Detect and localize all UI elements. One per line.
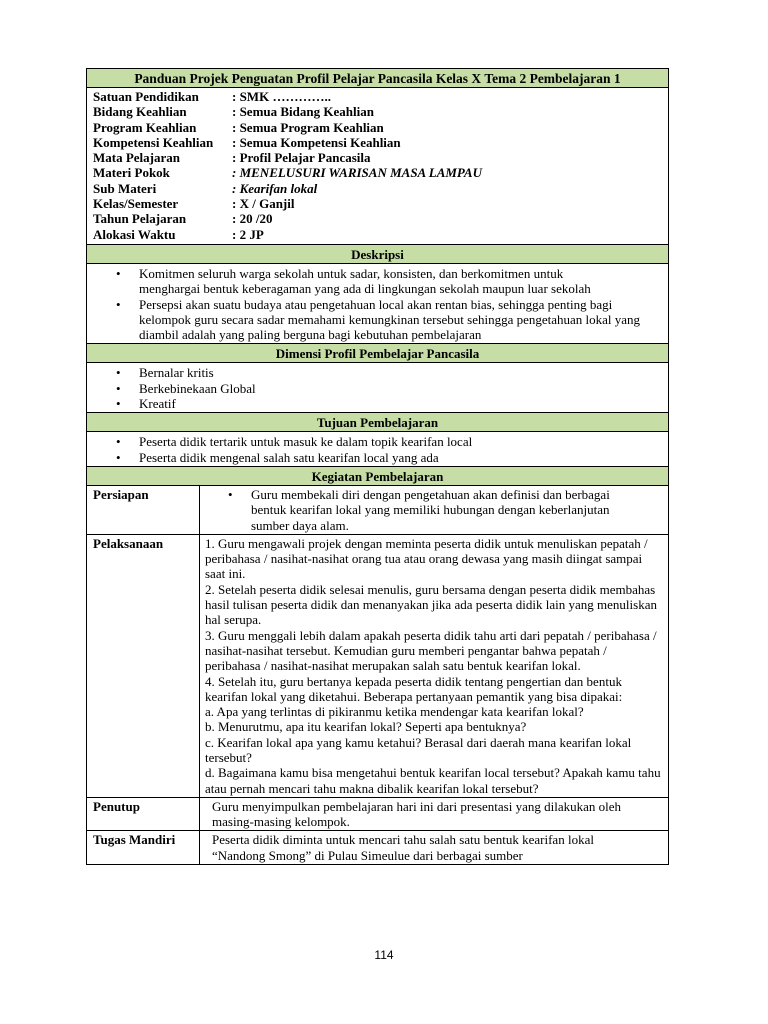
lesson-plan-table bbox=[86, 68, 669, 865]
deskripsi-item: • Komitmen seluruh warga sekolah untuk sadar, konsisten, dan berkomitmen untuk menghargai bentuk keberagaman yang ada di lingkungan sekolah maupun luar sekolah bbox=[139, 266, 662, 297]
info-row-bidang bbox=[93, 104, 662, 119]
pelaksanaan-step: 4. Setelah itu, guru bertanya kepada peserta didik tentang pengertian dan bentuk kearifan lokal yang diketahui. Beberapa pertanyaan pemantik yang bisa dipakai: bbox=[205, 673, 623, 704]
deskripsi-item: • Persepsi akan suatu budaya atau pengetahuan local akan rentan bias, sehingga penting bagi kelompok guru secara sadar memahami kemungkinan tersebut sehingga pengetahuan lokal yang diambil adalah yang paling berguna bagi kebutuhan pembelajaran bbox=[139, 297, 662, 343]
info-label: Materi Pokok bbox=[93, 165, 170, 181]
info-value: : 20 /20 bbox=[232, 211, 273, 227]
persiapan-content bbox=[200, 485, 669, 534]
tujuan-header: Tujuan Pembelajaran bbox=[87, 413, 669, 432]
page-number: 114 bbox=[374, 948, 394, 962]
tujuan-item: • Peserta didik mengenal salah satu kearifan local yang ada bbox=[139, 450, 662, 465]
dimensi-item: • Kreatif bbox=[139, 396, 662, 411]
info-label: Bidang Keahlian bbox=[93, 104, 187, 120]
info-label: Tahun Pelajaran bbox=[93, 211, 187, 227]
dimensi-item: • Bernalar kritis bbox=[139, 365, 662, 380]
pelaksanaan-step: 2. Setelah peserta didik selesai menulis, guru bersama dengan peserta didik membahas hasil tulisan peserta didik dan menanyakan jika ada peserta didik lain yang menuliskan hal serupa. bbox=[205, 581, 657, 628]
info-label: Satuan Pendidikan bbox=[93, 89, 199, 104]
info-row-sub-materi bbox=[93, 181, 662, 196]
pelaksanaan-question: b. Menurutmu, apa itu kearifan lokal? Seperti apa bentuknya? bbox=[205, 719, 527, 735]
info-value: : Profil Pelajar Pancasila bbox=[232, 150, 371, 166]
info-label: Kelas/Semester bbox=[93, 196, 179, 212]
info-row-materi-pokok bbox=[93, 165, 662, 180]
dimensi-item: • Berkebinekaan Global bbox=[139, 381, 662, 396]
info-row-satuan bbox=[93, 89, 662, 104]
info-value: : Semua Program Keahlian bbox=[232, 119, 384, 135]
pelaksanaan-question: c. Kearifan lokal apa yang kamu ketahui? Berasal dari daerah mana kearifan lokal tersebut? bbox=[205, 734, 632, 765]
persiapan-label: Persiapan bbox=[87, 485, 200, 534]
pelaksanaan-step: 1. Guru mengawali projek dengan meminta peserta didik untuk menuliskan pepatah / peribahasa / nasihat-nasihat orang tua atau orang dewasa yang masih diingat sampai saat ini. bbox=[205, 535, 648, 582]
info-value: : SMK ………….. bbox=[232, 89, 331, 104]
info-label: Kompetensi Keahlian bbox=[93, 134, 214, 150]
info-value: : Semua Bidang Keahlian bbox=[232, 104, 374, 120]
tujuan-body bbox=[87, 432, 669, 467]
info-row-program bbox=[93, 120, 662, 135]
document-title: Panduan Projek Penguatan Profil Pelajar Pancasila Kelas X Tema 2 Pembelajaran 1 bbox=[87, 69, 669, 88]
info-label: Program Keahlian bbox=[93, 119, 197, 135]
pelaksanaan-label: Pelaksanaan bbox=[87, 534, 200, 797]
info-value: : Semua Kompetensi Keahlian bbox=[232, 134, 401, 150]
info-row-tahun bbox=[93, 211, 662, 226]
identity-block bbox=[87, 88, 669, 245]
pelaksanaan-question: d. Bagaimana kamu bisa mengetahui bentuk kearifan local tersebut? Apakah kamu tahu atau pernah mencari tahu makna dibalik kearifan lokal tersebut? bbox=[205, 765, 661, 796]
info-value: : Kearifan lokal bbox=[232, 180, 318, 196]
info-value: : MENELUSURI WARISAN MASA LAMPAU bbox=[232, 165, 482, 181]
deskripsi-body bbox=[87, 263, 669, 343]
dimensi-body bbox=[87, 363, 669, 413]
info-value: : X / Ganjil bbox=[232, 196, 295, 212]
penutup-content: Guru menyimpulkan pembelajaran hari ini dari presentasi yang dilakukan oleh masing-masing kelompok. bbox=[200, 797, 669, 831]
lesson-plan-document bbox=[86, 68, 668, 865]
deskripsi-header: Deskripsi bbox=[87, 244, 669, 263]
dimensi-header: Dimensi Profil Pembelajar Pancasila bbox=[87, 344, 669, 363]
pelaksanaan-question: a. Apa yang terlintas di pikiranmu ketika mendengar kata kearifan lokal? bbox=[205, 704, 584, 720]
info-row-alokasi bbox=[93, 227, 662, 242]
info-value: : 2 JP bbox=[232, 226, 264, 242]
tujuan-item: • Peserta didik tertarik untuk masuk ke dalam topik kearifan local bbox=[139, 434, 662, 449]
info-row-kelas bbox=[93, 196, 662, 211]
info-row-kompetensi bbox=[93, 135, 662, 150]
tugas-mandiri-content: Peserta didik diminta untuk mencari tahu salah satu bentuk kearifan lokal “Nandong Smong” di Pulau Simeulue dari berbagai sumber bbox=[200, 831, 669, 865]
pelaksanaan-content bbox=[200, 534, 669, 797]
info-label: Alokasi Waktu bbox=[93, 226, 176, 242]
tugas-mandiri-label: Tugas Mandiri bbox=[87, 831, 200, 865]
penutup-label: Penutup bbox=[87, 797, 200, 831]
info-row-mapel bbox=[93, 150, 662, 165]
persiapan-item: • Guru membekali diri dengan pengetahuan akan definisi dan berbagai bentuk kearifan lokal yang memiliki hubungan dengan keberlanjutan sumber daya alam. bbox=[251, 487, 662, 533]
info-label: Mata Pelajaran bbox=[93, 150, 181, 166]
pelaksanaan-step: 3. Guru menggali lebih dalam apakah peserta didik tahu arti dari pepatah / peribahasa / nasihat-nasihat tersebut. Kemudian guru memberi pengantar bahwa pepatah / peribahasa / nasihat-nasihat merupakan salah satu bentuk kearifan lokal. bbox=[205, 627, 657, 674]
info-label: Sub Materi bbox=[93, 180, 157, 196]
kegiatan-header: Kegiatan Pembelajaran bbox=[87, 466, 669, 485]
